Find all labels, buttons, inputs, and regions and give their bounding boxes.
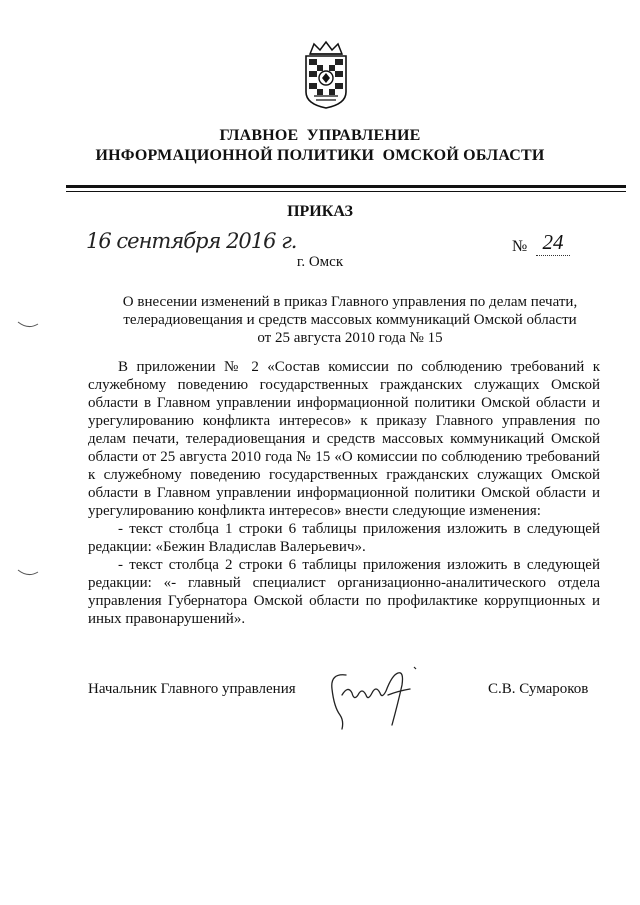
signatory-position: Начальник Главного управления — [88, 681, 296, 697]
order-number-label: № — [512, 238, 528, 255]
organization-line-2: ИНФОРМАЦИОННОЙ ПОЛИТИКИ ОМСКОЙ ОБЛАСТИ — [95, 147, 545, 164]
organization-line-1: ГЛАВНОЕ УПРАВЛЕНИЕ — [219, 127, 421, 144]
coat-of-arms-icon — [300, 40, 352, 110]
coat-of-arms-emblem — [300, 40, 352, 110]
order-body — [88, 358, 600, 628]
order-subject — [60, 293, 640, 347]
order-date-handwritten: 16 сентября 2016 г. — [86, 229, 297, 253]
body-paragraph-3: - текст столбца 2 строки 6 таблицы приложения изложить в следующей редакции: «- главный специалист организационно-аналитического отдела управления Губернатора Омской области по профилактике коррупционных и иных правонарушений». — [88, 557, 600, 627]
organization-title — [0, 126, 640, 166]
punch-mark-icon — [16, 320, 40, 330]
order-title: ПРИКАЗ — [287, 203, 353, 220]
signatory-name: С.В. Сумароков — [488, 681, 589, 697]
header-divider-thin — [66, 191, 626, 192]
handwritten-signature — [318, 655, 438, 745]
header-divider-thick — [66, 185, 626, 188]
body-paragraph-1: В приложении № 2 «Состав комиссии по соблюдению требований к служебному поведению государственных гражданских служащих Омской области в Главном управлении информационной политики Омской области и урегулированию конфликта интересов» к приказу Главного управления по делам печати, телерадиовещания и средств массовых коммуникаций Омской области от 25 августа 2010 года № 15 «О комиссии по соблюдению требований к служебному поведению государственных гражданских служащих Омской области в Главном управлении информационной политики Омской области и урегулированию конфликта интересов» внести следующие изменения: — [88, 359, 600, 519]
signature-scribble-icon — [318, 655, 438, 745]
order-city: г. Омск — [296, 254, 344, 270]
body-paragraph-2: - текст столбца 1 строки 6 таблицы приложения изложить в следующей редакции: «Бежин Владислав Валерьевич». — [88, 521, 600, 555]
subject-line-1: О внесении изменений в приказ Главного управления по делам печати, — [122, 294, 578, 310]
punch-mark-icon — [16, 568, 40, 578]
subject-line-3: от 25 августа 2010 года № 15 — [257, 330, 443, 346]
order-number-handwritten: 24 — [536, 230, 570, 256]
subject-line-2: телерадиовещания и средств массовых коммуникаций Омской области — [123, 312, 577, 328]
